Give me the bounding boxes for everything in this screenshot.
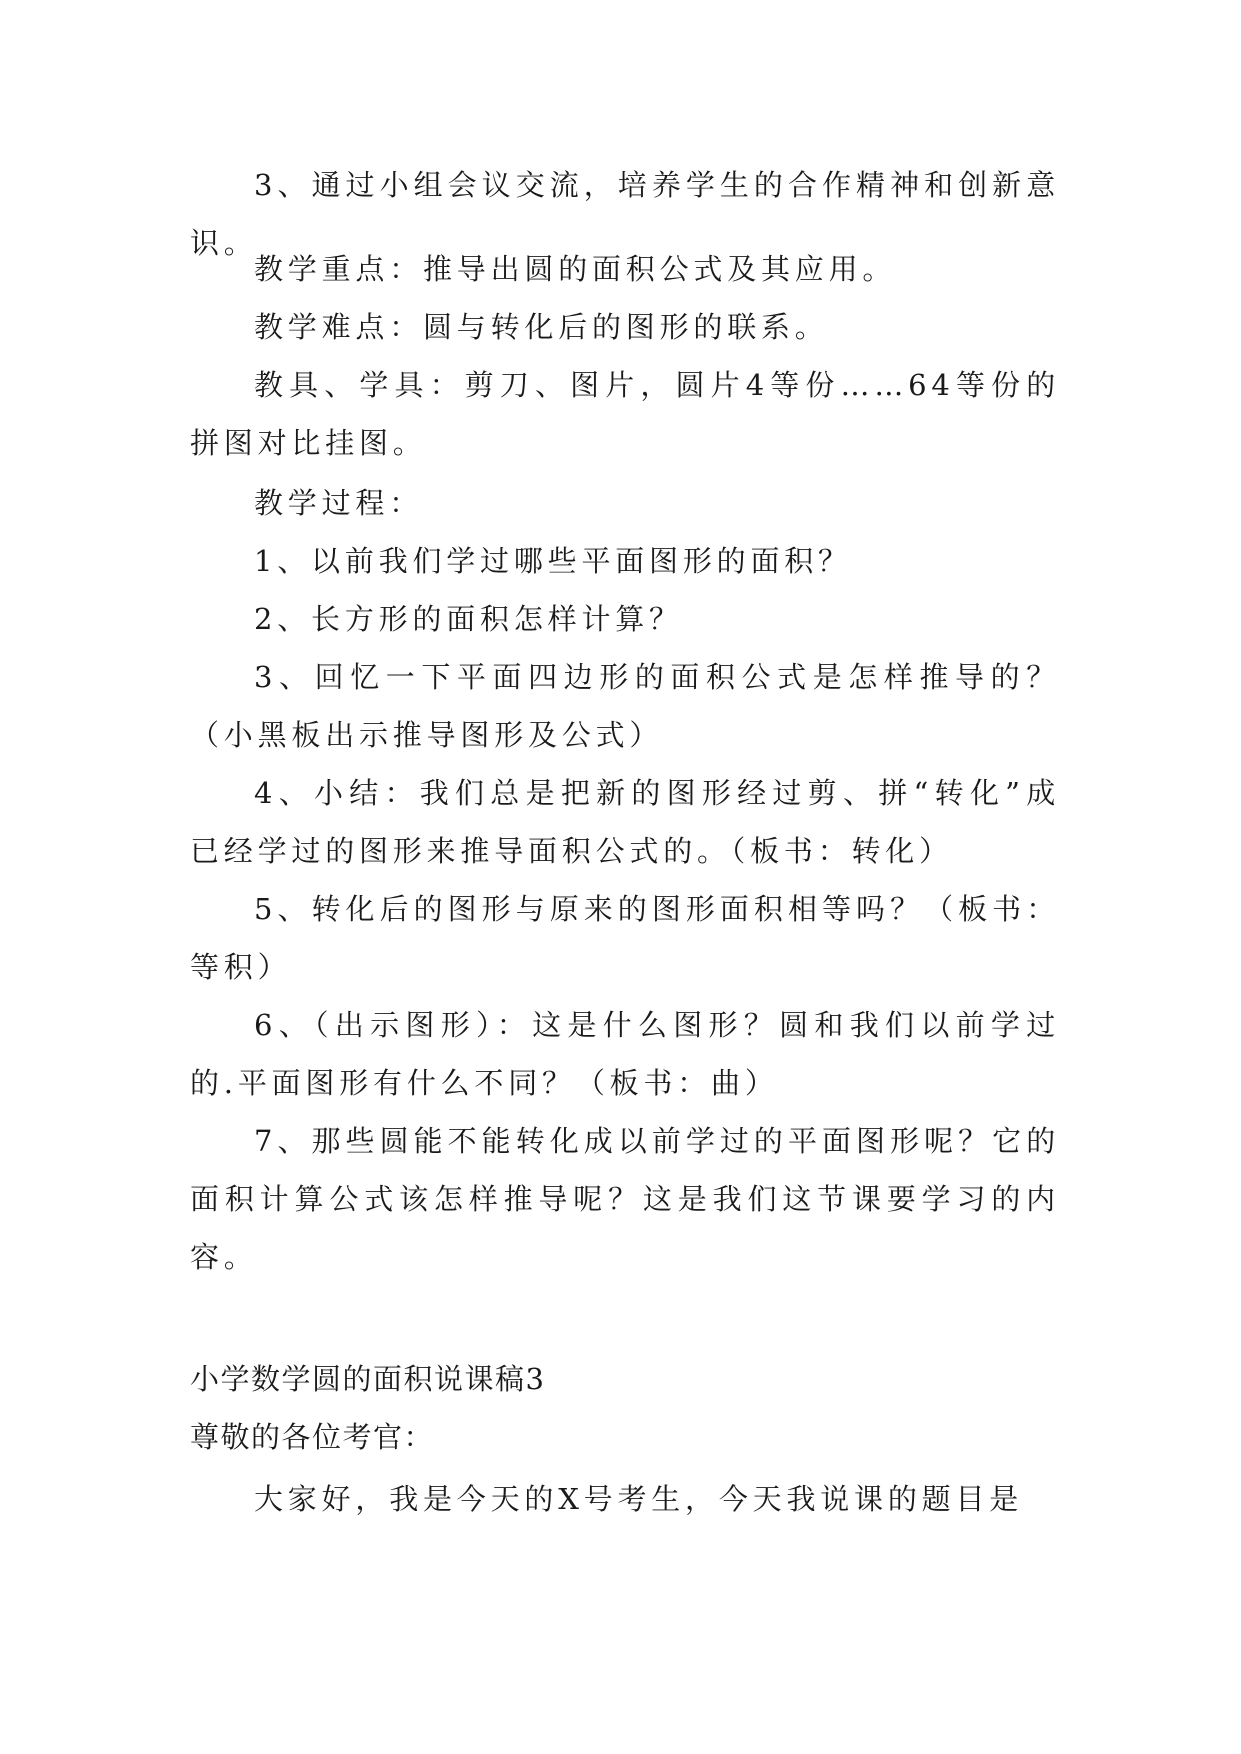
paragraph-step-2: 2、长方形的面积怎样计算？ xyxy=(254,602,683,636)
section-title: 小学数学圆的面积说课稿3 xyxy=(190,1362,546,1396)
paragraph-teaching-tools: 教具、学具：剪刀、图片，圆片4等份……64等份的拼图对比挂图。 xyxy=(190,368,1060,460)
paragraph-step-4: 4、小结：我们总是把新的图形经过剪、拼“转化”成已经学过的图形来推导面积公式的。（板书：转化） xyxy=(190,776,1060,868)
opening-line: 大家好，我是今天的X号考生，今天我说课的题目是 xyxy=(254,1482,1024,1516)
paragraph-step-1: 1、以前我们学过哪些平面图形的面积？ xyxy=(254,544,852,578)
paragraph-teaching-process: 教学过程： xyxy=(254,486,424,520)
paragraph-step-5: 5、转化后的图形与原来的图形面积相等吗？（板书：等积） xyxy=(190,892,1060,984)
paragraph-teaching-focus: 教学重点：推导出圆的面积公式及其应用。 xyxy=(254,252,897,286)
paragraph-teaching-difficulty: 教学难点：圆与转化后的图形的联系。 xyxy=(254,310,829,344)
paragraph-objective-3: 3、通过小组会议交流，培养学生的合作精神和创新意识。 xyxy=(190,168,1060,260)
paragraph-step-7: 7、那些圆能不能转化成以前学过的平面图形呢？它的面积计算公式该怎样推导呢？这是我们这节课要学习的内容。 xyxy=(190,1124,1060,1274)
paragraph-step-3: 3、回忆一下平面四边形的面积公式是怎样推导的？（小黑板出示推导图形及公式） xyxy=(190,660,1060,752)
paragraph-step-6: 6、（出示图形）：这是什么图形？圆和我们以前学过的.平面图形有什么不同？（板书：曲） xyxy=(190,1008,1060,1100)
salutation: 尊敬的各位考官： xyxy=(190,1420,435,1454)
